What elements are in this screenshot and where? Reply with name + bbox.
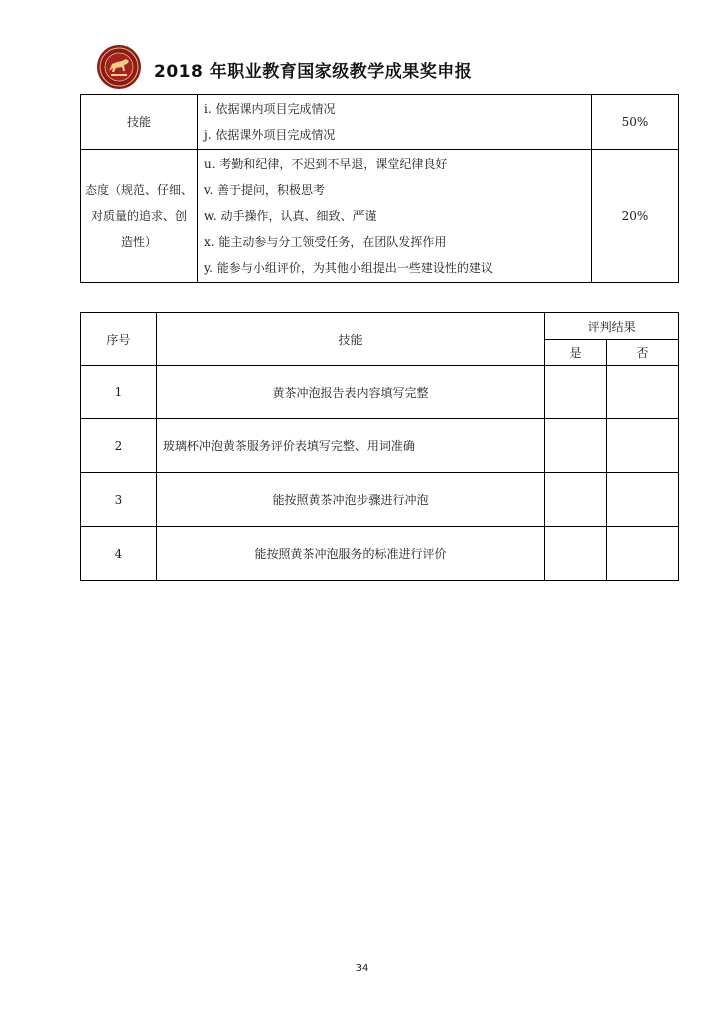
row-skill: 黄茶冲泡报告表内容填写完整 — [156, 366, 544, 419]
criteria-table — [80, 94, 679, 283]
criteria-item: v. 善于提问，积极思考 — [204, 183, 325, 197]
document-title: 2018 年职业教育国家级教学成果奖申报 — [154, 62, 473, 82]
row-index: 1 — [81, 366, 157, 419]
row-no-cell — [607, 527, 679, 581]
weight-cell: 20% — [592, 150, 679, 283]
table-row — [81, 473, 679, 527]
category-label: 技能 — [126, 115, 151, 129]
criteria-item: y. 能参与小组评价，为其他小组提出一些建设性的建议 — [204, 261, 493, 275]
row-no-cell — [607, 473, 679, 527]
category-label: 态度（规范、仔细、 — [84, 183, 193, 197]
category-label: 对质量的追求、创 — [90, 209, 187, 223]
row-index: 3 — [81, 473, 157, 527]
row-yes-cell — [545, 366, 607, 419]
row-yes-cell — [545, 527, 607, 581]
school-seal-horse-icon — [96, 44, 142, 90]
row-no-cell — [607, 419, 679, 473]
row-yes-cell — [545, 473, 607, 527]
table-row — [81, 419, 679, 473]
row-no-cell — [607, 366, 679, 419]
table-row — [81, 366, 679, 419]
table-row — [81, 527, 679, 581]
row-skill: 能按照黄茶冲泡步骤进行冲泡 — [156, 473, 544, 527]
index-header: 序号 — [81, 313, 157, 366]
table-header-row — [81, 313, 679, 340]
category-label: 造性） — [120, 235, 157, 249]
table-row — [81, 95, 679, 150]
table-row — [81, 150, 679, 283]
yes-header: 是 — [545, 340, 607, 366]
criteria-items-cell — [198, 150, 592, 283]
result-header: 评判结果 — [545, 313, 679, 340]
skill-header: 技能 — [156, 313, 544, 366]
row-skill: 能按照黄茶冲泡服务的标准进行评价 — [156, 527, 544, 581]
weight-cell: 50% — [592, 95, 679, 150]
page-number: 34 — [355, 963, 369, 974]
row-yes-cell — [545, 419, 607, 473]
evaluation-table — [80, 312, 679, 581]
no-header: 否 — [607, 340, 679, 366]
criteria-item: u. 考勤和纪律，不迟到不早退，课堂纪律良好 — [204, 157, 448, 171]
criteria-item: w. 动手操作，认真、细致、严谨 — [204, 209, 377, 223]
criteria-items-cell — [198, 95, 592, 150]
page-header — [96, 44, 686, 92]
category-cell — [81, 95, 198, 150]
row-skill: 玻璃杯冲泡黄茶服务评价表填写完整、用词准确 — [156, 419, 544, 473]
criteria-item: x. 能主动参与分工领受任务，在团队发挥作用 — [204, 235, 447, 249]
category-cell — [81, 150, 198, 283]
criteria-item: i. 依据课内项目完成情况 — [204, 102, 336, 116]
row-index: 4 — [81, 527, 157, 581]
row-index: 2 — [81, 419, 157, 473]
criteria-item: j. 依据课外项目完成情况 — [204, 128, 336, 142]
